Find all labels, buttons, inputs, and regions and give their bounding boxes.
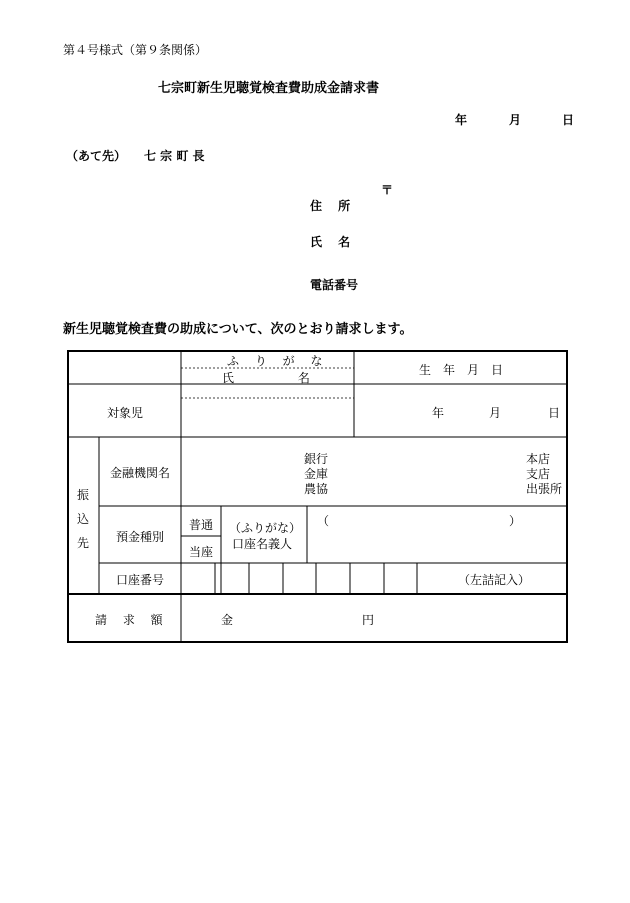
deposit-label: 預金種別 (116, 530, 165, 544)
name-header: 氏 名 (222, 371, 310, 385)
amount-prefix: 金 (221, 613, 234, 627)
deposit-ordinary: 普通 (189, 518, 214, 532)
transfer-label-2: 込 (77, 512, 90, 526)
holder-name-label: 口座名義人 (232, 537, 293, 551)
amount-label: 請 求 額 (95, 613, 163, 627)
postal-mark: 〒 (381, 183, 394, 197)
name-label: 氏 名 (310, 235, 351, 249)
holder-furigana-label: （ふりがな） (229, 521, 302, 535)
amount-suffix: 円 (362, 613, 375, 627)
date-day: 日 (562, 113, 575, 127)
date-month: 月 (509, 113, 522, 127)
bank-type-bank: 銀行 (304, 452, 329, 466)
account-label: 口座番号 (116, 573, 165, 587)
deposit-current: 当座 (189, 545, 214, 559)
branch-type-main: 本店 (526, 452, 551, 466)
birth-year: 年 (432, 406, 445, 420)
transfer-label-1: 振 (77, 488, 90, 502)
birth-day: 日 (548, 406, 561, 420)
address-label: 住 所 (310, 199, 351, 213)
addressee-name: 七 宗 町 長 (144, 149, 205, 163)
bank-label: 金融機関名 (110, 466, 171, 480)
bank-type-shinkin: 金庫 (304, 467, 329, 481)
holder-open-paren: （ (317, 514, 330, 528)
request-table (67, 350, 568, 643)
account-note: （左詰記入） (458, 573, 531, 587)
phone-label: 電話番号 (310, 278, 359, 292)
date-year: 年 (455, 113, 468, 127)
form-title: 七宗町新生児聴覚検査費助成金請求書 (158, 81, 380, 96)
bank-type-nokyo: 農協 (304, 482, 329, 496)
birth-month: 月 (489, 406, 502, 420)
branch-type-branch: 支店 (526, 467, 551, 481)
birth-header: 生 年 月 日 (419, 363, 504, 377)
holder-close-paren: ） (509, 514, 522, 528)
branch-type-office: 出張所 (526, 482, 563, 496)
transfer-label-3: 先 (77, 536, 90, 550)
form-number: 第４号様式（第９条関係） (63, 43, 208, 57)
subject-label: 対象児 (107, 406, 144, 420)
addressee-prefix: （あて先） (66, 149, 127, 163)
furigana-label: ふ り が な (227, 354, 323, 368)
request-statement: 新生児聴覚検査費の助成について、次のとおり請求します。 (63, 322, 413, 337)
